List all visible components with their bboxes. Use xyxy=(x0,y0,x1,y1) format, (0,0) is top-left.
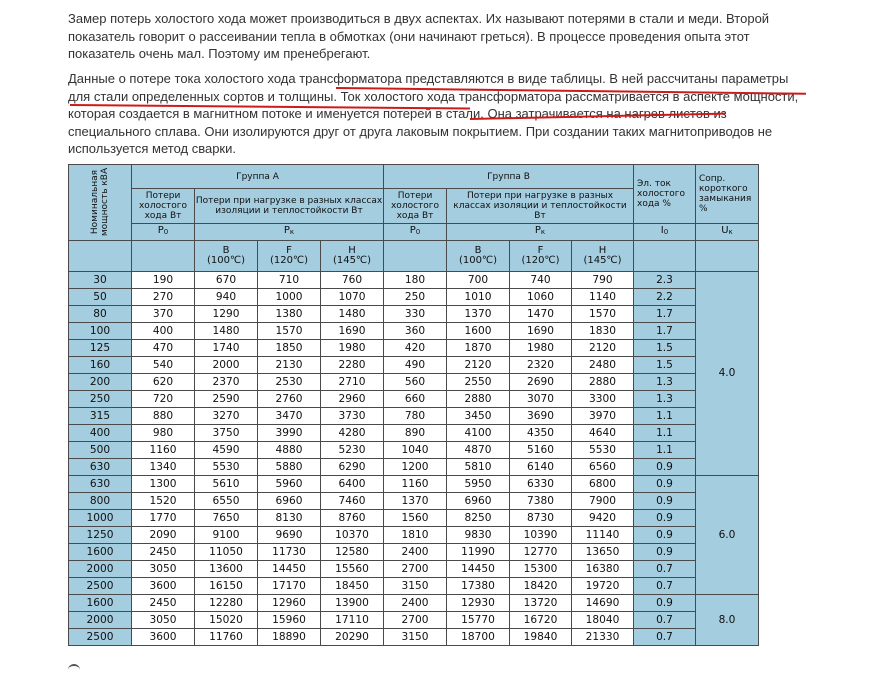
value-cell: 0.7 xyxy=(634,629,696,646)
header-short-circuit: Сопр. короткого замыкания % xyxy=(696,165,759,224)
table-row xyxy=(69,425,759,442)
value-cell: 3050 xyxy=(132,561,195,578)
value-cell: 890 xyxy=(384,425,447,442)
value-cell: 21330 xyxy=(572,629,634,646)
value-cell: 4280 xyxy=(321,425,384,442)
value-cell: 3730 xyxy=(321,408,384,425)
highlighted-text: Ток холостого хода трансформатора рассматривается в аспекте мощности, которая создается в магнитном потоке и именуется потерей в стали. Она затрачивается на нагрев листов из xyxy=(68,88,799,121)
value-cell: 1160 xyxy=(132,442,195,459)
value-cell: 1740 xyxy=(195,340,258,357)
value-cell: 250 xyxy=(384,289,447,306)
value-cell: 6330 xyxy=(510,476,572,493)
value-cell: 720 xyxy=(132,391,195,408)
value-cell: 12960 xyxy=(258,595,321,612)
value-cell: 7460 xyxy=(321,493,384,510)
value-cell: 13720 xyxy=(510,595,572,612)
header-b-noload-loss: Потери холостого хода Вт xyxy=(384,189,447,223)
value-cell: 6550 xyxy=(195,493,258,510)
value-cell: 15020 xyxy=(195,612,258,629)
value-cell: 670 xyxy=(195,272,258,289)
value-cell: 0.9 xyxy=(634,544,696,561)
value-cell: 2280 xyxy=(321,357,384,374)
header-b-class-f: F (120℃) xyxy=(510,241,572,272)
value-cell: 470 xyxy=(132,340,195,357)
header-a-class-f: F (120℃) xyxy=(258,241,321,272)
table-row xyxy=(69,459,759,476)
value-cell: 790 xyxy=(572,272,634,289)
table-row xyxy=(69,493,759,510)
header-nominal-power: Номинальная мощность кВА xyxy=(69,165,132,241)
power-cell: 200 xyxy=(69,374,132,391)
table-row xyxy=(69,476,759,493)
value-cell: 18420 xyxy=(510,578,572,595)
value-cell: 1600 xyxy=(447,323,510,340)
value-cell: 4870 xyxy=(447,442,510,459)
value-cell: 2120 xyxy=(447,357,510,374)
value-cell: 3270 xyxy=(195,408,258,425)
value-cell: 3600 xyxy=(132,629,195,646)
value-cell: 1.1 xyxy=(634,408,696,425)
value-cell: 700 xyxy=(447,272,510,289)
value-cell: 1850 xyxy=(258,340,321,357)
header-b-pk: Pк xyxy=(447,223,634,240)
value-cell: 12580 xyxy=(321,544,384,561)
value-cell: 1040 xyxy=(384,442,447,459)
value-cell: 3050 xyxy=(132,612,195,629)
power-cell: 125 xyxy=(69,340,132,357)
value-cell: 2000 xyxy=(195,357,258,374)
value-cell: 11760 xyxy=(195,629,258,646)
value-cell: 9100 xyxy=(195,527,258,544)
value-cell: 1.5 xyxy=(634,340,696,357)
value-cell: 6560 xyxy=(572,459,634,476)
value-cell: 2710 xyxy=(321,374,384,391)
table-row xyxy=(69,323,759,340)
power-cell: 630 xyxy=(69,459,132,476)
value-cell: 1160 xyxy=(384,476,447,493)
table-row xyxy=(69,510,759,527)
header-empty xyxy=(634,241,696,272)
power-cell: 30 xyxy=(69,272,132,289)
value-cell: 2880 xyxy=(572,374,634,391)
value-cell: 760 xyxy=(321,272,384,289)
value-cell: 3150 xyxy=(384,578,447,595)
value-cell: 1770 xyxy=(132,510,195,527)
value-cell: 3070 xyxy=(510,391,572,408)
header-b-load-loss: Потери при нагрузке в разных классах изоляции и теплостойкости Вт xyxy=(447,189,634,223)
value-cell: 5230 xyxy=(321,442,384,459)
value-cell: 1520 xyxy=(132,493,195,510)
table-row xyxy=(69,374,759,391)
value-cell: 1560 xyxy=(384,510,447,527)
value-cell: 3450 xyxy=(447,408,510,425)
value-cell: 370 xyxy=(132,306,195,323)
power-cell: 400 xyxy=(69,425,132,442)
value-cell: 12930 xyxy=(447,595,510,612)
paragraph-text-start: Данные о потере тока холостого хода трансформатора представляются в виде таблицы. В ней рассчитаны параметры для стали определенных сортов и толщины. xyxy=(68,71,789,104)
value-cell: 5530 xyxy=(195,459,258,476)
value-cell: 3300 xyxy=(572,391,634,408)
table-row xyxy=(69,544,759,561)
short-circuit-cell: 6.0 xyxy=(696,476,759,595)
value-cell: 180 xyxy=(384,272,447,289)
value-cell: 740 xyxy=(510,272,572,289)
value-cell: 14450 xyxy=(258,561,321,578)
value-cell: 2880 xyxy=(447,391,510,408)
power-cell: 1600 xyxy=(69,595,132,612)
value-cell: 2320 xyxy=(510,357,572,374)
header-a-noload-loss: Потери холостого хода Вт xyxy=(132,189,195,223)
value-cell: 4590 xyxy=(195,442,258,459)
power-cell: 250 xyxy=(69,391,132,408)
value-cell: 15560 xyxy=(321,561,384,578)
header-a-class-h: H (145℃) xyxy=(321,241,384,272)
value-cell: 400 xyxy=(132,323,195,340)
value-cell: 15300 xyxy=(510,561,572,578)
value-cell: 4100 xyxy=(447,425,510,442)
table-row xyxy=(69,595,759,612)
value-cell: 880 xyxy=(132,408,195,425)
value-cell: 1480 xyxy=(195,323,258,340)
value-cell: 16150 xyxy=(195,578,258,595)
power-cell: 800 xyxy=(69,493,132,510)
table-row xyxy=(69,289,759,306)
value-cell: 5950 xyxy=(447,476,510,493)
value-cell: 0.7 xyxy=(634,561,696,578)
header-a-load-loss: Потери при нагрузке в разных классах изоляции и теплостойкости Вт xyxy=(195,189,384,223)
table-row xyxy=(69,272,759,289)
value-cell: 1140 xyxy=(572,289,634,306)
value-cell: 15960 xyxy=(258,612,321,629)
value-cell: 6960 xyxy=(258,493,321,510)
value-cell: 1570 xyxy=(258,323,321,340)
header-empty xyxy=(696,241,759,272)
value-cell: 1060 xyxy=(510,289,572,306)
value-cell: 1480 xyxy=(321,306,384,323)
value-cell: 12770 xyxy=(510,544,572,561)
value-cell: 420 xyxy=(384,340,447,357)
value-cell: 17110 xyxy=(321,612,384,629)
power-cell: 1250 xyxy=(69,527,132,544)
value-cell: 780 xyxy=(384,408,447,425)
value-cell: 9690 xyxy=(258,527,321,544)
value-cell: 1.5 xyxy=(634,357,696,374)
value-cell: 0.9 xyxy=(634,493,696,510)
value-cell: 5880 xyxy=(258,459,321,476)
power-cell: 2500 xyxy=(69,578,132,595)
value-cell: 12280 xyxy=(195,595,258,612)
table-row xyxy=(69,306,759,323)
value-cell: 14450 xyxy=(447,561,510,578)
value-cell: 3690 xyxy=(510,408,572,425)
power-cell: 1600 xyxy=(69,544,132,561)
header-a-pk: Pк xyxy=(195,223,384,240)
table-row xyxy=(69,391,759,408)
value-cell: 17170 xyxy=(258,578,321,595)
value-cell: 190 xyxy=(132,272,195,289)
section-heading-glyph xyxy=(68,664,80,674)
value-cell: 19720 xyxy=(572,578,634,595)
value-cell: 6960 xyxy=(447,493,510,510)
power-cell: 50 xyxy=(69,289,132,306)
value-cell: 5610 xyxy=(195,476,258,493)
value-cell: 2760 xyxy=(258,391,321,408)
value-cell: 2700 xyxy=(384,612,447,629)
value-cell: 10370 xyxy=(321,527,384,544)
value-cell: 7380 xyxy=(510,493,572,510)
table-row xyxy=(69,527,759,544)
value-cell: 18450 xyxy=(321,578,384,595)
value-cell: 1070 xyxy=(321,289,384,306)
value-cell: 7650 xyxy=(195,510,258,527)
value-cell: 11140 xyxy=(572,527,634,544)
value-cell: 7900 xyxy=(572,493,634,510)
value-cell: 1.1 xyxy=(634,442,696,459)
value-cell: 660 xyxy=(384,391,447,408)
header-uk: Uк xyxy=(696,223,759,240)
power-cell: 315 xyxy=(69,408,132,425)
value-cell: 6140 xyxy=(510,459,572,476)
value-cell: 0.9 xyxy=(634,459,696,476)
value-cell: 2700 xyxy=(384,561,447,578)
header-group-a: Группа А xyxy=(132,165,384,189)
table-row xyxy=(69,340,759,357)
short-circuit-cell: 4.0 xyxy=(696,272,759,476)
value-cell: 18040 xyxy=(572,612,634,629)
paragraph-text-end: специального сплава. Они изолируются друг от друга лаковым покрытием. При создании таких магнитоприводов не используется метод сварки. xyxy=(68,123,773,156)
value-cell: 13650 xyxy=(572,544,634,561)
value-cell: 5810 xyxy=(447,459,510,476)
value-cell: 560 xyxy=(384,374,447,391)
value-cell: 8130 xyxy=(258,510,321,527)
value-cell: 2450 xyxy=(132,595,195,612)
header-empty xyxy=(69,241,132,272)
value-cell: 5960 xyxy=(258,476,321,493)
value-cell: 1010 xyxy=(447,289,510,306)
value-cell: 2.3 xyxy=(634,272,696,289)
header-b-class-h: H (145℃) xyxy=(572,241,634,272)
header-i0: I0 xyxy=(634,223,696,240)
power-cell: 2500 xyxy=(69,629,132,646)
table-row xyxy=(69,561,759,578)
header-noload-current: Эл. ток холостого хода % xyxy=(634,165,696,224)
value-cell: 9420 xyxy=(572,510,634,527)
table-row xyxy=(69,629,759,646)
power-cell: 100 xyxy=(69,323,132,340)
header-empty xyxy=(132,241,195,272)
value-cell: 2590 xyxy=(195,391,258,408)
value-cell: 2.2 xyxy=(634,289,696,306)
value-cell: 1690 xyxy=(510,323,572,340)
value-cell: 1290 xyxy=(195,306,258,323)
value-cell: 940 xyxy=(195,289,258,306)
value-cell: 13900 xyxy=(321,595,384,612)
value-cell: 1570 xyxy=(572,306,634,323)
value-cell: 0.7 xyxy=(634,612,696,629)
value-cell: 2530 xyxy=(258,374,321,391)
value-cell: 1370 xyxy=(384,493,447,510)
value-cell: 9830 xyxy=(447,527,510,544)
value-cell: 1370 xyxy=(447,306,510,323)
value-cell: 2130 xyxy=(258,357,321,374)
value-cell: 2550 xyxy=(447,374,510,391)
value-cell: 2400 xyxy=(384,544,447,561)
table-row xyxy=(69,408,759,425)
value-cell: 1980 xyxy=(321,340,384,357)
value-cell: 1470 xyxy=(510,306,572,323)
power-cell: 160 xyxy=(69,357,132,374)
short-circuit-cell: 8.0 xyxy=(696,595,759,646)
value-cell: 3970 xyxy=(572,408,634,425)
value-cell: 0.9 xyxy=(634,476,696,493)
table-row xyxy=(69,578,759,595)
value-cell: 11050 xyxy=(195,544,258,561)
value-cell: 4880 xyxy=(258,442,321,459)
loss-data-table xyxy=(68,164,759,646)
value-cell: 17380 xyxy=(447,578,510,595)
power-cell: 80 xyxy=(69,306,132,323)
table-row xyxy=(69,357,759,374)
value-cell: 2400 xyxy=(384,595,447,612)
value-cell: 19840 xyxy=(510,629,572,646)
value-cell: 1.7 xyxy=(634,323,696,340)
value-cell: 0.9 xyxy=(634,510,696,527)
value-cell: 14690 xyxy=(572,595,634,612)
header-empty xyxy=(384,241,447,272)
value-cell: 10390 xyxy=(510,527,572,544)
value-cell: 1830 xyxy=(572,323,634,340)
value-cell: 5530 xyxy=(572,442,634,459)
value-cell: 2120 xyxy=(572,340,634,357)
value-cell: 16380 xyxy=(572,561,634,578)
value-cell: 18890 xyxy=(258,629,321,646)
value-cell: 710 xyxy=(258,272,321,289)
header-a-class-b: B (100℃) xyxy=(195,241,258,272)
value-cell: 11730 xyxy=(258,544,321,561)
value-cell: 18700 xyxy=(447,629,510,646)
value-cell: 11990 xyxy=(447,544,510,561)
value-cell: 1380 xyxy=(258,306,321,323)
value-cell: 1000 xyxy=(258,289,321,306)
value-cell: 1.3 xyxy=(634,391,696,408)
power-cell: 2000 xyxy=(69,612,132,629)
value-cell: 2960 xyxy=(321,391,384,408)
value-cell: 20290 xyxy=(321,629,384,646)
power-cell: 500 xyxy=(69,442,132,459)
value-cell: 2480 xyxy=(572,357,634,374)
table-row xyxy=(69,612,759,629)
value-cell: 3470 xyxy=(258,408,321,425)
value-cell: 3150 xyxy=(384,629,447,646)
header-b-class-b: B (100℃) xyxy=(447,241,510,272)
value-cell: 1300 xyxy=(132,476,195,493)
value-cell: 0.9 xyxy=(634,527,696,544)
value-cell: 13600 xyxy=(195,561,258,578)
table-body xyxy=(69,272,759,646)
value-cell: 1690 xyxy=(321,323,384,340)
value-cell: 6400 xyxy=(321,476,384,493)
value-cell: 360 xyxy=(384,323,447,340)
value-cell: 1340 xyxy=(132,459,195,476)
value-cell: 1.7 xyxy=(634,306,696,323)
header-a-p0: P0 xyxy=(132,223,195,240)
value-cell: 15770 xyxy=(447,612,510,629)
header-b-p0: P0 xyxy=(384,223,447,240)
value-cell: 0.7 xyxy=(634,578,696,595)
value-cell: 1.1 xyxy=(634,425,696,442)
value-cell: 2090 xyxy=(132,527,195,544)
power-cell: 630 xyxy=(69,476,132,493)
value-cell: 490 xyxy=(384,357,447,374)
value-cell: 16720 xyxy=(510,612,572,629)
value-cell: 2450 xyxy=(132,544,195,561)
value-cell: 330 xyxy=(384,306,447,323)
value-cell: 1980 xyxy=(510,340,572,357)
value-cell: 2370 xyxy=(195,374,258,391)
value-cell: 1200 xyxy=(384,459,447,476)
value-cell: 1870 xyxy=(447,340,510,357)
value-cell: 620 xyxy=(132,374,195,391)
value-cell: 3750 xyxy=(195,425,258,442)
intro-paragraph: Замер потерь холостого хода может производиться в двух аспектах. Их называют потерями в стали и меди. Второй показатель говорит о рассеивании тепла в обмотках (они начинают греться). В процессе проведения опыта этот показатель очень мал. Поэтому им пренебрегают. xyxy=(68,11,770,61)
value-cell: 2690 xyxy=(510,374,572,391)
value-cell: 3990 xyxy=(258,425,321,442)
value-cell: 8760 xyxy=(321,510,384,527)
power-cell: 1000 xyxy=(69,510,132,527)
value-cell: 270 xyxy=(132,289,195,306)
value-cell: 4640 xyxy=(572,425,634,442)
power-cell: 2000 xyxy=(69,561,132,578)
value-cell: 980 xyxy=(132,425,195,442)
value-cell: 0.9 xyxy=(634,595,696,612)
value-cell: 3600 xyxy=(132,578,195,595)
value-cell: 1.3 xyxy=(634,374,696,391)
value-cell: 8730 xyxy=(510,510,572,527)
value-cell: 1810 xyxy=(384,527,447,544)
value-cell: 4350 xyxy=(510,425,572,442)
value-cell: 5160 xyxy=(510,442,572,459)
value-cell: 8250 xyxy=(447,510,510,527)
value-cell: 540 xyxy=(132,357,195,374)
value-cell: 6290 xyxy=(321,459,384,476)
table-row xyxy=(69,442,759,459)
value-cell: 6800 xyxy=(572,476,634,493)
header-group-b: Группа В xyxy=(384,165,634,189)
